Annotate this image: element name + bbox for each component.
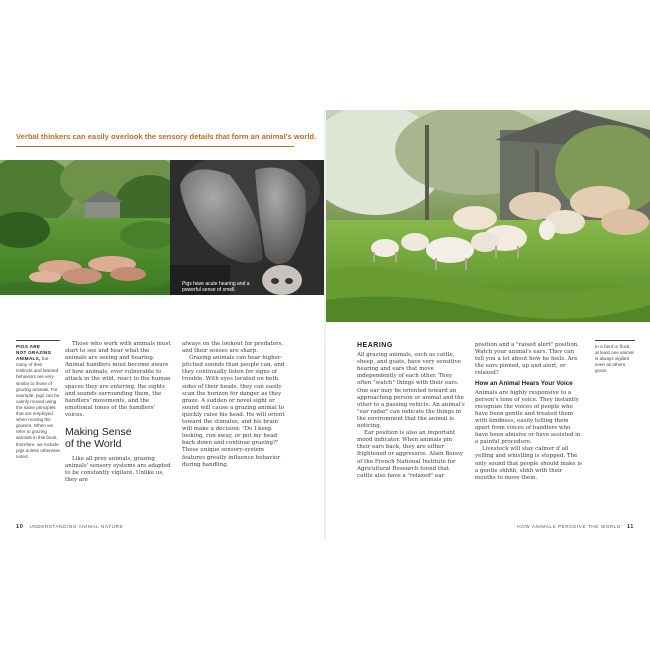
right-footer <box>517 524 634 530</box>
paragraph: Ear position is also an important mood indicator. When animals pin their ears back, they are either frightened or aggressive. Alain Boissy of the French National Institute for Agricultural Research found that cattle also have a "relaxed" ear <box>357 430 464 479</box>
heading-line: of the World <box>65 438 122 451</box>
sidebar-heading-2: NOT GRAZING <box>16 350 52 356</box>
section-heading-hearing: HEARING <box>357 342 393 349</box>
pigs-pasture-photo <box>0 160 170 295</box>
right-page <box>325 110 650 540</box>
right-column-2 <box>475 342 583 482</box>
paragraph: Animals are highly responsive to a person's tone of voice. They instantly recognize the voices of people who have been gentle and treated them with kindness, easily telling them apart from voices of handlers who have been abusive or have assisted in a painful procedure. <box>475 389 581 446</box>
paragraph: position and a "raised alert" position. Watch your animal's ears. They can tell you a lot about how he feels. Are the ears pinned, up and alert, or relaxed? <box>475 342 580 377</box>
paragraph: All grazing animals, such as cattle, sheep, and goats, have very sensitive hearing and ears that move independently of each other. They often "watch" things with their ears. One ear may be oriented toward an approaching person or animal and the other to a passing vehicle. An animal's "ear radar" can indicate the things in the environment that the animal is noticing. <box>357 352 465 430</box>
book-spread <box>0 110 650 540</box>
right-column-1 <box>357 342 465 480</box>
book-gutter <box>324 110 326 540</box>
paragraph: Grazing animals can hear higher-pitched sounds than people can, and they continually listen for signs of trouble. With eyes located on both sides of their heads, they can easily scan the horizon for danger as they graze. A sudden or novel sight or sound will cause a grazing animal to quickly raise his head. He will orient toward the stimulus, and his brain will make a decision: "Do I keep looking, run away, or put my head back down and continue grazing?" These unique sensory-system features greatly influence behavior during handling. <box>182 355 285 468</box>
pull-quote-rule <box>16 146 294 147</box>
left-page <box>0 110 325 540</box>
heading-line: Making Sense <box>65 426 132 439</box>
vigilance-sidebar <box>595 340 635 374</box>
left-column-2 <box>182 341 288 469</box>
section-heading-making-sense <box>65 426 171 450</box>
page-number: 10 <box>16 524 24 530</box>
pigs-sidebar <box>16 340 60 460</box>
sidebar-heading-3: ANIMALS, <box>16 356 41 362</box>
sheep-grazing-photo <box>325 110 650 322</box>
paragraph: always on the lookout for predators, and their senses are sharp. <box>182 341 284 355</box>
paragraph: Livestock will stay calmer if all yelling and whistling is stopped. The only sound that people should make is a gentle shhhh, shhh with their mouths to move them. <box>475 446 582 481</box>
running-title: UNDERSTANDING ANIMAL NATURE <box>29 524 124 529</box>
sidebar-text: but many of their instincts and learned behaviors are very similar to those of grazing animals. For example, pigs can be calmly moved using the same principles that are employed when moving the grazers. When we refer to grazing animals in this book, therefore, we include pigs unless otherwise noted. <box>16 356 60 459</box>
running-title: HOW ANIMALS PERCEIVE THE WORLD <box>517 524 621 529</box>
paragraph: Like all prey animals, grazing animals' sensory systems are adapted to be constantly vigilant. Unlike us, they are <box>65 456 171 484</box>
page-number: 11 <box>626 524 634 530</box>
pig-snout-photo <box>170 160 325 295</box>
paragraph: Those who work with animals must start to see and hear what the animals are seeing and hearing. Animal handlers must become aware of how animals, ever vulnerable to attack in the wild, react to the human spaces they are entering, the sights and sounds surrounding them, the handlers' movements, and the emotional tones of the handlers' voices. <box>65 341 171 418</box>
sidebar-heading-1: PIGS ARE <box>16 344 41 349</box>
pull-quote: Verbal thinkers can easily overlook the sensory details that form an animal's world. <box>16 132 317 141</box>
pig-snout-caption: Pigs have acute hearing and a powerful sense of smell. <box>182 281 250 294</box>
left-column-1 <box>65 341 171 484</box>
sidebar-text: In a herd or flock, at least one animal is always vigilant even as others graze. <box>595 344 634 374</box>
section-heading-voice: How an Animal Hears Your Voice <box>475 380 573 388</box>
left-footer <box>16 524 123 530</box>
